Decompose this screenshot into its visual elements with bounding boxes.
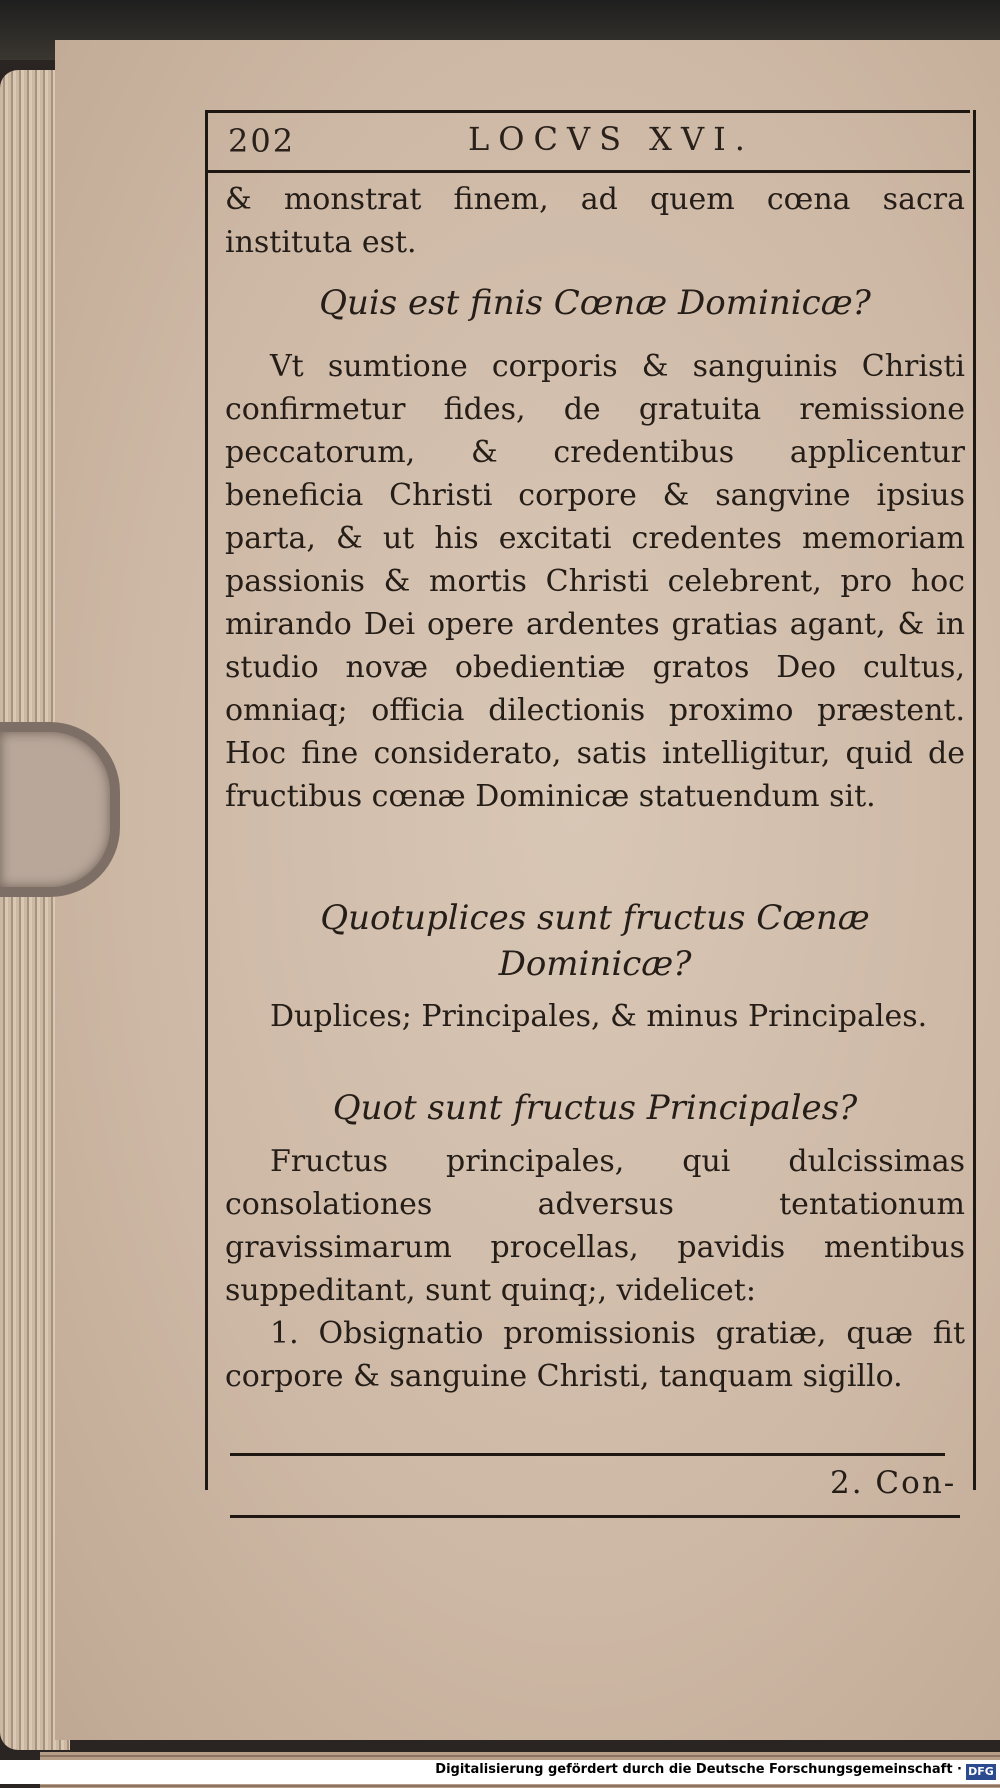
question-heading: Quot sunt fructus Principales?: [332, 1088, 858, 1128]
page-header: [228, 110, 948, 166]
answer-paragraph: Vt sumtione corporis & sanguinis Christi confirmetur fides, de gratuita remissione peccatorum, & credentibus applicentur beneficia Christi corpore & sangvine ipsius parta, & ut his excitati credentes memoriam passionis & mortis Christi celebrent, pro hoc mirando Dei opere ardentes gratias agant, & in studio novæ obedientiæ gratos Deo cultus, omniaq; officia dilectionis proximo præstent. Hoc fine considerato, satis intelligitur, quid de fructibus cœnæ Dominicæ statuendum sit.: [225, 349, 965, 814]
footer-bar: [0, 1760, 1000, 1784]
numbered-item: 1. Obsignatio promissionis gratiæ, quæ fit corpore & sanguine Christi, tanquam sigillo.: [225, 1316, 965, 1394]
running-title: LOCVS XVI.: [468, 120, 754, 158]
answer-paragraph: Duplices; Principales, & minus Principales.: [270, 999, 928, 1034]
book-clasp: [0, 722, 120, 897]
dfg-logo: DFG: [966, 1764, 996, 1780]
question-heading: Quis est finis Cœnæ Dominicæ?: [319, 283, 871, 323]
question-heading: Quotuplices sunt fructus Cœnæ Dominicæ?: [320, 898, 870, 984]
bottom-rule: [230, 1453, 945, 1456]
footer-credit: Digitalisierung gefördert durch die Deutsche Forschungsgemeinschaft ·: [435, 1762, 962, 1777]
header-rule: [205, 170, 970, 173]
catchword: 2. Con-: [830, 1465, 957, 1501]
paragraph-continuation: & monstrat finem, ad quem cœna sacra instituta est.: [225, 182, 965, 260]
page-number: 202: [228, 122, 296, 160]
footer-rule: [230, 1515, 960, 1518]
answer-paragraph: Fructus principales, qui dulcissimas consolationes adversus tentationum gravissimarum procellas, pavidis mentibus suppeditant, sunt quinq;, videlicet:: [225, 1144, 965, 1308]
